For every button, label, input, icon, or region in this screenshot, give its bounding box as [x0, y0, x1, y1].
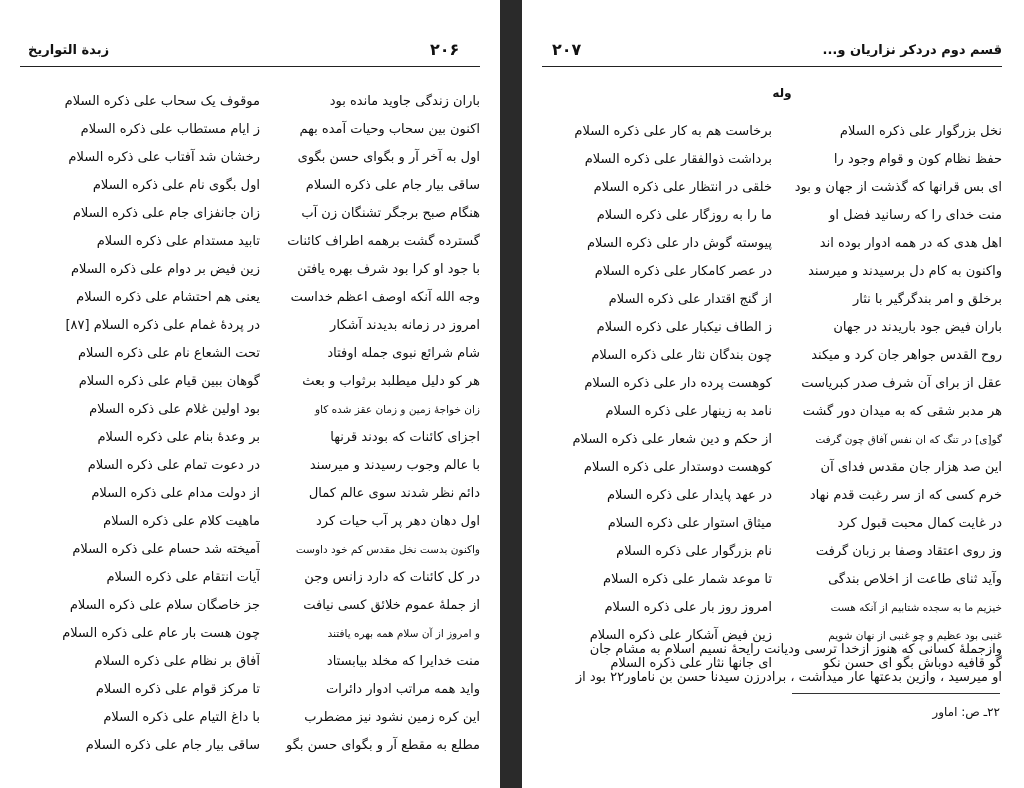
- verse-hemistich: نخل بزرگوار علی ذکره السلام: [839, 124, 1002, 139]
- verse-hemistich: زان جانفزای جام علی ذکره السلام: [72, 206, 260, 221]
- right-page-header: [542, 40, 1002, 66]
- verse-hemistich: خلقی در انتظار علی ذکره السلام: [593, 180, 772, 195]
- verse-hemistich: برخاست هم به کار علی ذکره السلام: [574, 124, 772, 139]
- verse-hemistich: ز ایام مستطاب علی ذکره السلام: [80, 122, 260, 137]
- verse-hemistich: آفاق بر نظام علی ذکره السلام: [94, 654, 260, 669]
- prose-paragraph: [542, 636, 1002, 692]
- verse-hemistich: در غایت کمال محبت قبول کرد: [837, 516, 1002, 531]
- verse-hemistich: پیوسته گوش دار علی ذکره السلام: [587, 236, 772, 251]
- page-number: ۲۰۶: [430, 40, 460, 59]
- verse-hemistich: اول به آخر آر و بگوای حسن بگوی: [297, 150, 480, 165]
- verse-hemistich: و امروز از آن سلام همه بهره یافتند: [327, 628, 480, 640]
- left-page: [0, 0, 500, 788]
- verse-hemistich: از جملهٔ عموم خلائق کسی نیافت: [303, 598, 480, 613]
- verse-hemistich: خیزیم ما به سجده شتابیم از آنکه هست: [830, 602, 1002, 614]
- verse-hemistich: عقل از برای آن شرف صدر کبریاست: [801, 376, 1002, 391]
- poem-right-column: [270, 88, 480, 760]
- verse-hemistich: ای جانها نثار علی ذکره السلام: [610, 656, 772, 671]
- verse-hemistich: آمیخته شد حسام علی ذکره السلام: [72, 542, 260, 557]
- verse-hemistich: ساقی بیار جام علی ذکره السلام: [85, 738, 260, 753]
- verse-hemistich: میثاق استوار علی ذکره السلام: [607, 516, 772, 531]
- prose-line: او میرسید ، وازین بدعتها عار میداشت ، برادرزن سیدنا حسن بن ناماور۲۲ بود از: [575, 670, 1002, 685]
- verse-hemistich: اهل هدی که در همه ادوار بوده اند: [819, 236, 1002, 251]
- verse-hemistich: برداشت ذوالفقار علی ذکره السلام: [584, 152, 772, 167]
- verse-hemistich: رخشان شد آفتاب علی ذکره السلام: [68, 150, 260, 165]
- verse-hemistich: در دعوت تمام علی ذکره السلام: [87, 458, 260, 473]
- prose-line: وازجملهٔ کسانی که هنوز ازخدا ترسی ودیانت رایحهٔ نسیم اسلام به مشام جان: [589, 642, 1002, 657]
- verse-hemistich: این صد هزار جان مقدس فدای آن: [820, 460, 1002, 475]
- verse-hemistich: روح القدس جواهر جان کرد و میکند: [811, 348, 1002, 363]
- verse-hemistich: آیات انتقام علی ذکره السلام: [106, 570, 260, 585]
- verse-hemistich: یعنی هم احتشام علی ذکره السلام: [76, 290, 260, 305]
- verse-hemistich: گو[ی] در تنگ که ان نفس آفاق چون گرفت: [815, 434, 1002, 446]
- verse-hemistich: نامد به زینهار علی ذکره السلام: [605, 404, 772, 419]
- verse-hemistich: منت خدای را که رسانید فضل او: [829, 208, 1002, 223]
- verse-hemistich: منت خدایرا که مخلد بیابستاد: [326, 654, 480, 669]
- verse-hemistich: شام شرائع نبوی جمله اوفتاد: [327, 346, 480, 361]
- verse-hemistich: زین فیض بر دوام علی ذکره السلام: [70, 262, 260, 277]
- verse-hemistich: در عصر کامکار علی ذکره السلام: [594, 264, 772, 279]
- verse-hemistich: چون هست بار عام علی ذکره السلام: [62, 626, 260, 641]
- verse-hemistich: اول بگوی نام علی ذکره السلام: [92, 178, 260, 193]
- verse-hemistich: باران فیض جود باریدند در جهان: [833, 320, 1002, 335]
- verse-hemistich: غنبی بود عظیم و چو غنبی از نهان شویم: [828, 630, 1002, 642]
- book-gutter: [500, 0, 522, 788]
- verse-hemistich: ما را به روزگار علی ذکره السلام: [596, 208, 772, 223]
- verse-hemistich: تا مرکز قوام علی ذکره السلام: [95, 682, 260, 697]
- running-title: قسم دوم دردکر نزاریان و...: [822, 43, 1002, 58]
- verse-hemistich: در عهد پایدار علی ذکره السلام: [606, 488, 772, 503]
- verse-hemistich: ای بس قرانها که گذشت از جهان و بود: [794, 180, 1002, 195]
- verse-hemistich: بود اولین غلام علی ذکره السلام: [89, 402, 260, 417]
- verse-hemistich: برخلق و امر بندگرگیر با نثار: [852, 292, 1002, 307]
- verse-hemistich: گو قافیه دوباش بگو ای حسن نکو: [823, 656, 1002, 671]
- verse-hemistich: وز روی اعتقاد وصفا بر زبان گرفت: [815, 544, 1002, 559]
- verse-hemistich: زین فیض آشکار علی ذکره السلام: [589, 628, 772, 643]
- verse-hemistich: تحت الشعاع نام علی ذکره السلام: [77, 346, 260, 361]
- verse-hemistich: کوهست دوستدار علی ذکره السلام: [583, 460, 772, 475]
- verse-hemistich: حفظ نظام کون و قوام وجود را: [833, 152, 1002, 167]
- verse-hemistich: هر مدبر شقی که به میدان دور گشت: [802, 404, 1002, 419]
- verse-hemistich: در پردهٔ غمام علی ذکره السلام [۸۷]: [65, 318, 260, 333]
- footnote-rule: [792, 693, 1000, 694]
- poem-left-column: [542, 118, 772, 678]
- verse-hemistich: تابید مستدام علی ذکره السلام: [96, 234, 260, 249]
- verse-hemistich: واید همه مراتب ادوار دائرات: [326, 682, 480, 697]
- page-number: ۲۰۷: [552, 40, 582, 59]
- verse-hemistich: ماهیت کلام علی ذکره السلام: [103, 514, 260, 529]
- poem-right-column: [782, 118, 1002, 678]
- verse-hemistich: این کره زمین نشود نیز مضطرب: [304, 710, 480, 725]
- header-rule: [20, 66, 480, 67]
- verse-hemistich: موقوف یک سحاب علی ذکره السلام: [64, 94, 260, 109]
- verse-hemistich: امروز روز بار علی ذکره السلام: [604, 600, 772, 615]
- verse-hemistich: نام بزرگوار علی ذکره السلام: [616, 544, 772, 559]
- verse-hemistich: وآید ثنای طاعت از اخلاص بندگی: [828, 572, 1002, 587]
- verse-hemistich: اول دهان دهر پر آب حیات کرد: [315, 514, 480, 529]
- running-title: زبدة التواريخ: [28, 43, 110, 58]
- verse-hemistich: با عالم وجوب رسیدند و میرسند: [309, 458, 480, 473]
- poem-subtitle: وله: [772, 86, 792, 100]
- verse-hemistich: کوهست پرده دار علی ذکره السلام: [584, 376, 772, 391]
- verse-hemistich: در کل کائنات که دارد زانس وجن: [304, 570, 480, 585]
- footnote: ۲۲ـ ص: اماور: [932, 705, 1000, 719]
- verse-hemistich: خرم کسی که از سر رغبت قدم نهاد: [809, 488, 1002, 503]
- verse-hemistich: ز الطاف نیکبار علی ذکره السلام: [596, 320, 772, 335]
- verse-hemistich: از حکم و دین شعار علی ذکره السلام: [572, 432, 772, 447]
- verse-hemistich: بر وعدهٔ بنام علی ذکره السلام: [97, 430, 260, 445]
- verse-hemistich: از دولت مدام علی ذکره السلام: [91, 486, 260, 501]
- verse-hemistich: ساقی بیار جام علی ذکره السلام: [305, 178, 480, 193]
- verse-hemistich: جز خاصگان سلام علی ذکره السلام: [69, 598, 260, 613]
- verse-hemistich: گوهان ببین قیام علی ذکره السلام: [78, 374, 260, 389]
- verse-hemistich: زان خواجهٔ زمین و زمان عقز شده کاو: [315, 404, 480, 416]
- header-rule: [542, 66, 1002, 67]
- verse-hemistich: دائم نظر شدند سوی عالم کمال: [308, 486, 480, 501]
- verse-hemistich: با داغ التیام علی ذکره السلام: [103, 710, 260, 725]
- verse-hemistich: با جود او کرا بود شرف بهره یافتن: [297, 262, 480, 277]
- verse-hemistich: تا موعد شمار علی ذکره السلام: [603, 572, 772, 587]
- verse-hemistich: مطلع به مقطع آر و بگوای حسن بگو: [286, 738, 480, 753]
- verse-hemistich: امروز در زمانه بدیدند آشکار: [330, 318, 480, 333]
- verse-hemistich: اجزای کائنات که بودند قرنها: [330, 430, 480, 445]
- right-page: [522, 0, 1024, 788]
- verse-hemistich: چون بندگان نثار علی ذکره السلام: [591, 348, 772, 363]
- left-page-header: [20, 40, 480, 66]
- verse-hemistich: وجه الله آنکه اوصف اعظم خداست: [290, 290, 480, 305]
- verse-hemistich: واکنون به کام دل برسیدند و میرسند: [808, 264, 1002, 279]
- verse-hemistich: واکنون بدست نخل مقدس کم خود داوست: [295, 544, 480, 556]
- verse-hemistich: هنگام صبح برجگر تشنگان زن آب: [301, 206, 480, 221]
- verse-hemistich: هر کو دلیل میطلبد برثواب و بعث: [302, 374, 480, 389]
- verse-hemistich: از گنج اقتدار علی ذکره السلام: [608, 292, 772, 307]
- verse-hemistich: باران زندگی جاوید مانده بود: [329, 94, 480, 109]
- verse-hemistich: اکنون بین سحاب وحیات آمده بهم: [299, 122, 480, 137]
- verse-hemistich: گسترده گشت برهمه اطراف کائنات: [287, 234, 480, 249]
- poem-left-column: [50, 88, 260, 760]
